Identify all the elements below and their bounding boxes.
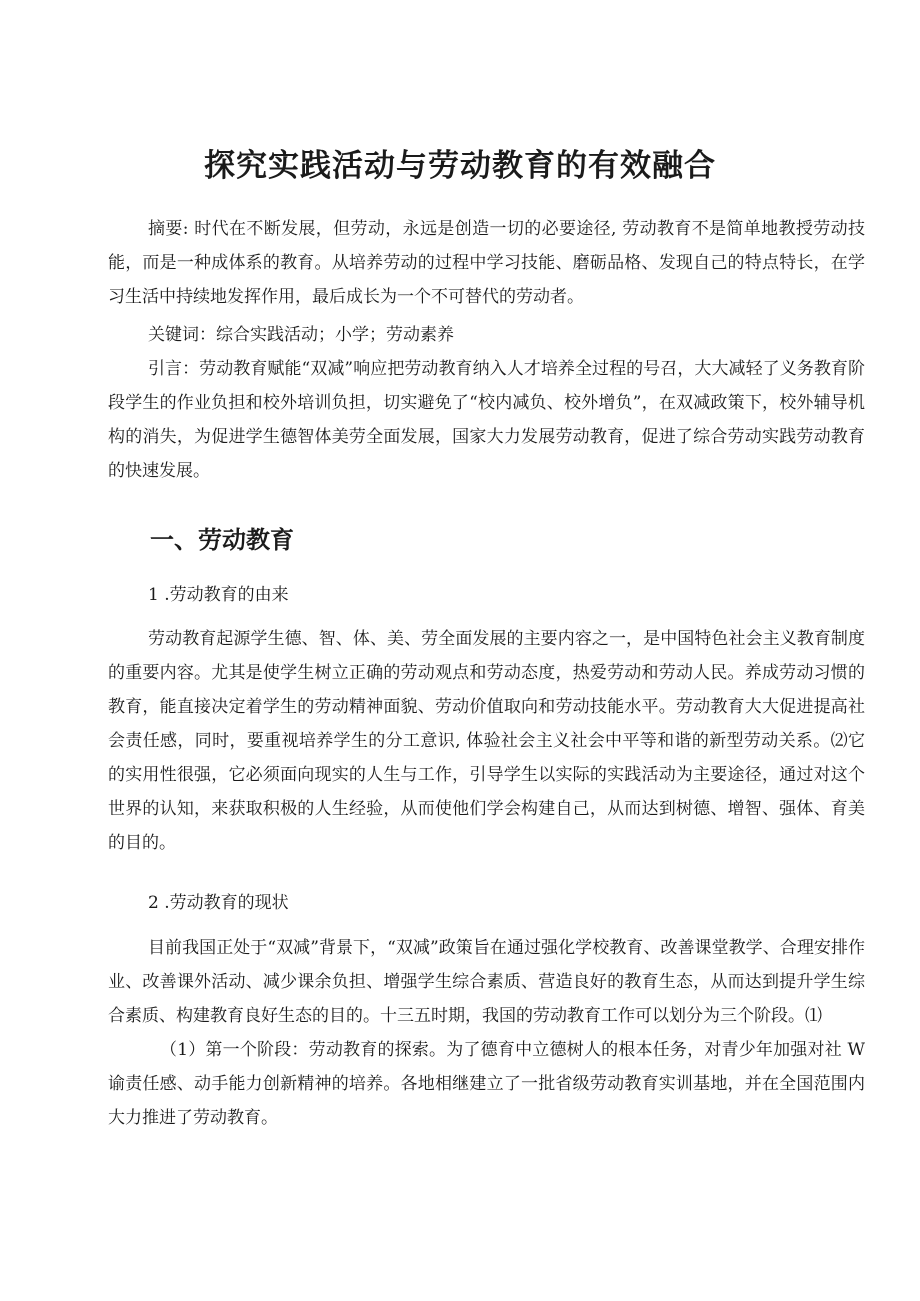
section-heading: 一、劳动教育 (150, 526, 294, 554)
body-paragraph-stage-one: （1）第一个阶段：劳动教育的探索。为了德育中立德树人的根本任务，对青少年加强对社 W 谕责任感、动手能力创新精神的培养。各地相继建立了一批省级劳动教育实训基地，并在全国范围内大力推进了劳动教育。 (108, 1040, 865, 1128)
document-title: 探究实践活动与劳动教育的有效融合 (204, 148, 716, 184)
subsection-heading-origin: 1 .劳动教育的由来 (148, 585, 289, 605)
intro-paragraph: 引言：劳动教育赋能“双减”响应把劳动教育纳入人才培养全过程的号召，大大减轻了义务教育阶段学生的作业负担和校外培训负担，切实避免了“校内减负、校外增负”，在双减政策下，校外辅导机构的消失，为促进学生德智体美劳全面发展，国家大力发展劳动教育，促进了综合劳动实践劳动教育的快速发展。 (108, 359, 865, 481)
body-paragraph-status: 目前我国正处于“双减”背景下，“双减”政策旨在通过强化学校教育、改善课堂教学、合理安排作业、改善课外活动、减少课余负担、增强学生综合素质、营造良好的教育生态，从而达到提升学生综合素质、构建教育良好生态的目的。十三五时期，我国的劳动教育工作可以划分为三个阶段。⑴ (108, 938, 865, 1026)
subsection-heading-status: 2 .劳动教育的现状 (148, 893, 289, 913)
body-paragraph-origin: 劳动教育起源学生德、智、体、美、劳全面发展的主要内容之一，是中国特色社会主义教育制度的重要内容。尤其是使学生树立正确的劳动观点和劳动态度，热爱劳动和劳动人民。养成劳动习惯的教育，能直接决定着学生的劳动精神面貌、劳动价值取向和劳动技能水平。劳动教育大大促进提高社会责任感，同时，要重视培养学生的分工意识, 体验社会主义社会中平等和谐的新型劳动关系。⑵它的实用性很强，它必须面向现实的人生与工作，引导学生以实际的实践活动为主要途径，通过对这个世界的认知，来获取积极的人生经验，从而使他们学会构建自己，从而达到树德、增智、强体、育美的目的。 (108, 629, 865, 853)
keywords-line: 关键词：综合实践活动；小学；劳动素养 (148, 325, 454, 345)
abstract-paragraph: 摘要: 时代在不断发展，但劳动，永远是创造一切的必要途径, 劳动教育不是简单地教授劳动技能，而是一种成体系的教育。从培养劳动的过程中学习技能、磨砺品格、发现自己的特点特长，在学习生活中持续地发挥作用，最后成长为一个不可替代的劳动者。 (108, 219, 865, 307)
